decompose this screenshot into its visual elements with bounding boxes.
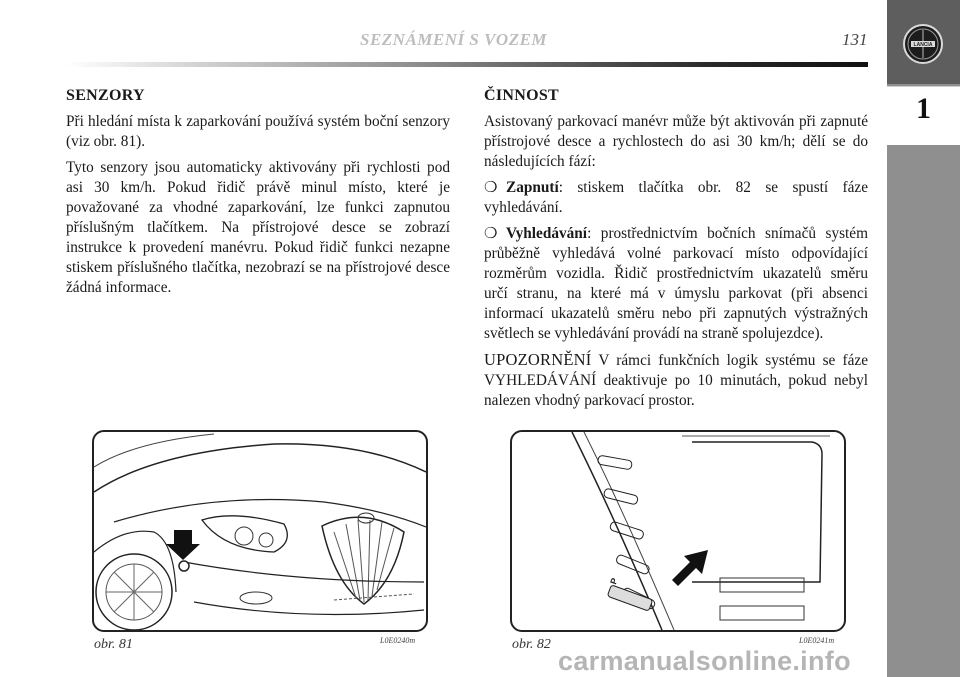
figure-81-car-front <box>92 430 428 632</box>
right-column <box>484 86 868 417</box>
bullet-circle-icon: ❍ <box>484 226 498 242</box>
section-heading-senzory: SENZORY <box>66 87 145 104</box>
bullet-circle-icon: ❍ <box>484 180 498 196</box>
car-front-sensor-illustration <box>94 432 426 630</box>
chapter-number: 1 <box>916 92 931 125</box>
bullet-item <box>484 224 868 344</box>
figure-81-code: L0E0240m <box>380 636 416 645</box>
left-column <box>66 86 450 304</box>
bullet-item <box>484 178 868 218</box>
paragraph: Při hledání místa k zaparkování používá systém boční senzory (viz obr. 81). <box>66 113 450 150</box>
figure-81-label: obr. 81 <box>94 637 133 652</box>
arrow-pointer-icon <box>672 550 708 586</box>
intro-paragraph: Asistovaný parkovací manévr může být aktivován při zapnuté přístrojové desce a rychlostech do asi 30 km/h; dělí se do následujících fází: <box>484 113 868 170</box>
svg-text:P: P <box>608 576 620 586</box>
parking-button-illustration <box>512 432 844 630</box>
paragraph: Tyto senzory jsou automaticky aktivovány při rychlosti pod asi 30 km/h. Pokud řidič právě minul místo, které je považované za vhodné zaparkování, lze funkci zapnutou příslušným tlačítkem. Na přístrojové desce se zobrazí instrukce k provedení manévru. Pokud řidič funkci nezapne stiskem příslušného tlačítka, nezobrazí se na přístrojové desce žádná informace. <box>66 159 450 296</box>
lancia-logo-icon <box>903 24 943 64</box>
logo-wordmark: LANCIA <box>913 42 933 48</box>
running-header-title: SEZNÁMENÍ S VOZEM <box>360 30 548 49</box>
warning-heading: UPOZORNĚNÍ <box>484 350 592 369</box>
side-sensor-icon <box>179 561 189 571</box>
bullet-term: Zapnutí <box>506 179 559 196</box>
watermark: carmanualsonline.info <box>558 646 851 676</box>
bullet-text: : stiskem tlačítka obr. 82 se spustí fáze vyhledávání. <box>484 179 868 216</box>
bullet-text: : prostřednictvím bočních snímačů systém průběžně vyhledává volné parkovací místo odpovídající rozměrům vozidla. Řidič prostřednictvím ukazatelů směru určí stranu, na které má v úmyslu parkovat (při absenci informací ukazatelů směru nebo při zapnutých výstražných světlech se vyhledávání provádí na straně spolujezdce). <box>484 225 868 342</box>
section-heading-cinnost: ČINNOST <box>484 87 560 104</box>
figure-82-label: obr. 82 <box>512 637 551 652</box>
figure-82-parking-button <box>510 430 846 632</box>
header-rule <box>66 62 868 67</box>
bullet-term: Vyhledávání <box>506 225 588 242</box>
page-number: 131 <box>842 30 868 49</box>
warning-text: V rámci funkčních logik systému se fáze VYHLEDÁVÁNÍ deaktivuje po 10 minutách, pokud nebyl nalezen vhodný parkovací prostor. <box>484 352 868 409</box>
warning-note <box>484 350 868 411</box>
figure-82-code: L0E0241m <box>799 636 835 645</box>
